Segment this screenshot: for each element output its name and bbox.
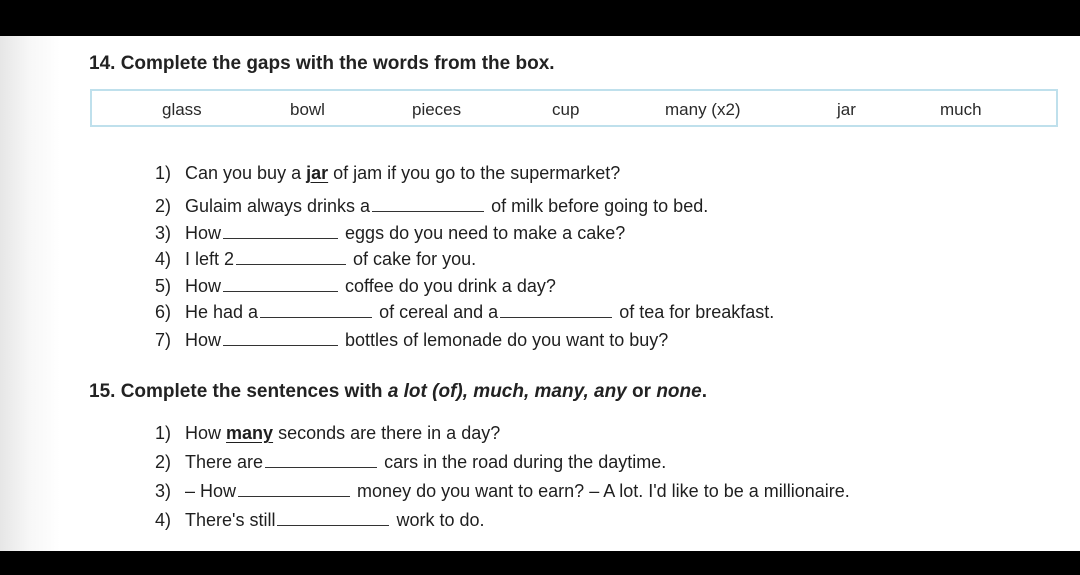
word-cup: cup xyxy=(552,100,580,119)
blank-gap[interactable] xyxy=(372,196,484,212)
answer-many: many xyxy=(226,423,274,443)
blank-gap[interactable] xyxy=(223,330,338,346)
worksheet-page xyxy=(0,36,1080,551)
word-box xyxy=(90,89,1058,127)
blank-gap[interactable] xyxy=(500,302,612,318)
blank-gap[interactable] xyxy=(277,510,389,526)
ex14-sentence-4: 4) I left 2 of cake for you. xyxy=(155,249,477,269)
blank-gap[interactable] xyxy=(223,276,338,292)
blank-gap[interactable] xyxy=(260,302,372,318)
ex14-sentence-6: 6) He had a of cereal and a of tea for breakfast. xyxy=(155,302,775,322)
blank-gap[interactable] xyxy=(236,249,346,265)
answer-jar: jar xyxy=(306,163,329,183)
ex15-sentence-2: 2) There are cars in the road during the daytime. xyxy=(155,452,667,472)
blank-gap[interactable] xyxy=(265,452,377,468)
ex14-sentence-7: 7) How bottles of lemonade do you want to buy? xyxy=(155,330,669,350)
word-glass: glass xyxy=(162,100,202,119)
blank-gap[interactable] xyxy=(223,223,338,239)
blank-gap[interactable] xyxy=(238,481,350,497)
word-much: much xyxy=(940,100,982,119)
word-jar: jar xyxy=(837,100,856,119)
ex15-sentence-1: 1) How many seconds are there in a day? xyxy=(155,423,501,443)
ex15-sentence-4: 4) There's still work to do. xyxy=(155,510,485,530)
ex15-sentence-3: 3) – How money do you want to earn? – A lot. I'd like to be a millionaire. xyxy=(155,481,850,501)
word-bowl: bowl xyxy=(290,100,325,119)
ex14-sentence-3: 3) How eggs do you need to make a cake? xyxy=(155,223,626,243)
word-pieces: pieces xyxy=(412,100,462,119)
ex14-sentence-2: 2) Gulaim always drinks a of milk before going to bed. xyxy=(155,196,709,216)
ex14-sentence-1: 1) Can you buy a jar of jam if you go to the supermarket? xyxy=(155,163,621,183)
ex14-sentence-5: 5) How coffee do you drink a day? xyxy=(155,276,556,296)
bottom-bar xyxy=(0,551,1080,575)
exercise-15-heading: 15. Complete the sentences with a lot (of), much, many, any or none. xyxy=(89,381,707,402)
word-many: many (x2) xyxy=(665,100,741,119)
exercise-14-heading: 14. Complete the gaps with the words from the box. xyxy=(89,53,555,74)
